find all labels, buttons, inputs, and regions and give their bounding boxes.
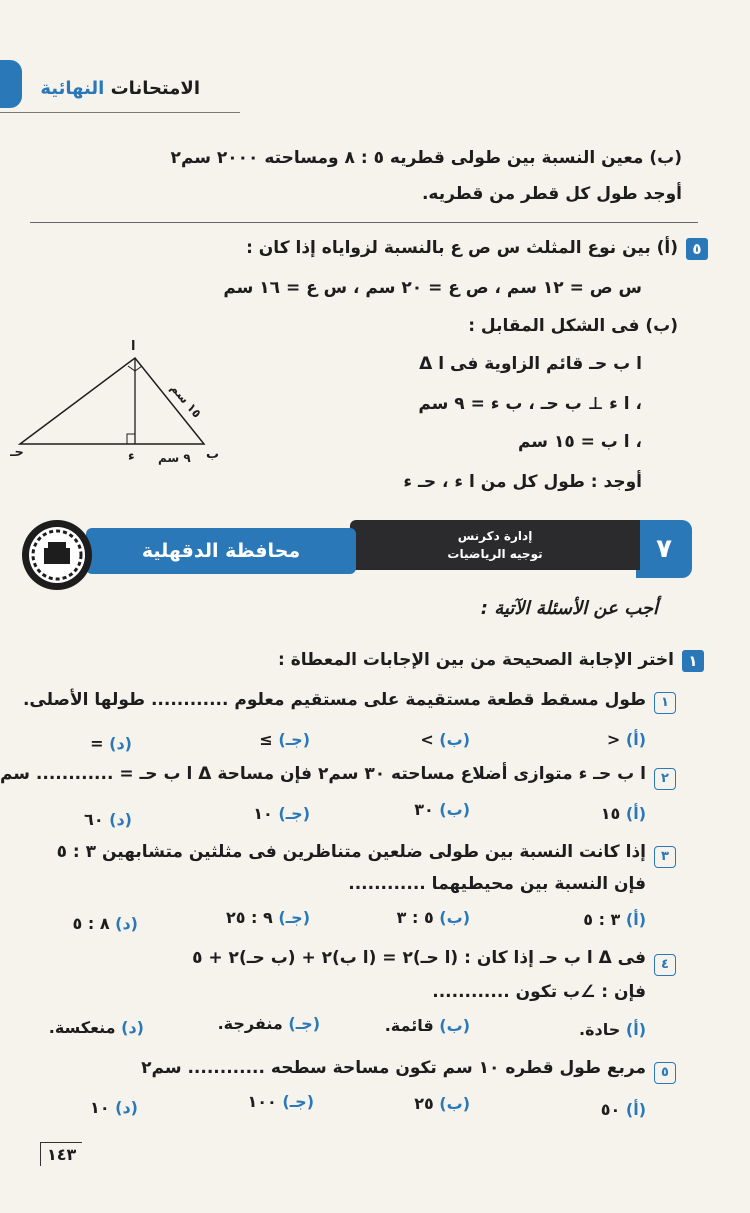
prev-part-b-line1: (ب) معين النسبة بين طولى قطريه ٥ : ٨ ومساحته ٢٠٠٠ سم٢ [170,148,682,168]
item-4-option-b[interactable]: (ب) قائمة. [384,1016,470,1035]
right-angle-mark-d [127,434,135,444]
item-4-option-d[interactable]: (د) منعكسة. [48,1018,144,1037]
q1-title: اختر الإجابة الصحيحة من بين الإجابات المعطاة : [278,650,674,670]
header-divider [0,112,240,113]
label-c: حـ [10,445,24,460]
label-d: ء [128,449,135,464]
governorate-banner: محافظة الدقهلية [86,528,356,574]
item-5-option-a[interactable]: (أ) ٥٠ [600,1100,646,1119]
page-number: ١٤٣ [40,1142,82,1166]
item-2-option-c[interactable]: (جـ) ١٠ [253,804,310,823]
item-3-option-d[interactable]: (د) ٨ : ٥ [72,914,138,933]
section-divider [30,222,698,223]
item-3-option-c[interactable]: (جـ) ٩ : ٢٥ [225,908,310,927]
admin-line2: توجيه الرياضيات [447,547,543,561]
q5-part-b-line2: ، ا ء ⊥ ب حـ ، ب ء = ٩ سم [418,394,642,414]
item-2-option-b[interactable]: (ب) ٣٠ [414,800,470,819]
item-3-option-a[interactable]: (أ) ٣ : ٥ [583,910,646,929]
item-3-option-b[interactable]: (ب) ٥ : ٣ [396,908,470,927]
item-5-text: مربع طول قطره ١٠ سم تكون مساحة سطحه ............ سم٢ [141,1058,646,1078]
item-1-option-d[interactable]: (د) = [90,734,132,753]
q5-part-b-line3: ، ا ب = ١٥ سم [517,432,642,452]
item-3-number: ٣ [654,846,676,868]
item-4-option-c[interactable]: (جـ) منفرجة. [217,1014,320,1033]
item-1-option-c[interactable]: (جـ) ≥ [259,730,310,749]
q5-part-a-line2: س ص = ١٢ سم ، ص ع = ٢٠ سم ، س ع = ١٦ سم [223,278,642,298]
q5-part-b-line1: Δ ا ب حـ قائم الزاوية فى ا [419,354,642,374]
item-5-option-c[interactable]: (جـ) ١٠٠ [247,1092,314,1111]
question-1-number: ١ [682,650,704,672]
q5-part-b-find: أوجد : طول كل من ا ء ، حـ ء [403,472,642,492]
label-b: ب [206,447,220,462]
item-2-option-a[interactable]: (أ) ١٥ [600,804,646,823]
item-4-option-a[interactable]: (أ) حادة. [579,1020,646,1039]
q5-part-b-title: (ب) فى الشكل المقابل : [468,316,678,336]
item-4-text: فى Δ ا ب حـ إذا كان : (ا حـ)٢ = (ا ب)٢ + (ب حـ)٢ + ٥ [192,948,646,968]
item-2-option-d[interactable]: (د) ٦٠ [84,810,132,829]
item-1-text: طول مسقط قطعة مستقيمة على مستقيم معلوم ............ طولها الأصلى. [22,690,646,710]
prev-part-b-line2: أوجد طول كل قطر من قطريه. [421,184,682,204]
item-1-option-a[interactable]: (أ) < [606,730,646,749]
page-header-title: الامتحانات النهائية [40,78,200,99]
admin-line1: إدارة دكرنس [457,529,533,543]
book-logo-corner [0,60,22,108]
item-3-text: إذا كانت النسبة بين طولى ضلعين متناظرين فى مثلثين متشابهين ٣ : ٥ [56,842,646,862]
item-4-number: ٤ [654,954,676,976]
item-4-text-line2: فإن : ∠ب تكون ............ [432,982,646,1002]
item-5-option-d[interactable]: (د) ١٠ [90,1098,138,1117]
item-2-text: ا ب حـ ء متوازى أضلاع مساحته ٣٠ سم٢ فإن مساحة Δ ا ب حـ = ............ سم [0,764,646,784]
admin-banner [350,520,640,570]
triangle-abc [20,358,204,444]
item-2-number: ٢ [654,768,676,790]
label-a: ا [131,339,136,354]
item-3-text-line2: فإن النسبة بين محيطيهما ............ [348,874,646,894]
label-ab-length: ١٥ سم [167,380,205,421]
label-bd-length: ٩ سم [158,451,191,465]
q5-part-a-line1: (أ) بين نوع المثلث س ص ع بالنسبة لزواياه إذا كان : [246,238,678,258]
section-instructions: أجب عن الأسئلة الآتية : [480,598,658,619]
item-5-number: ٥ [654,1062,676,1084]
item-1-option-b[interactable]: (ب) > [420,730,470,749]
exam-number-badge: ٧ [636,520,692,578]
item-5-option-b[interactable]: (ب) ٢٥ [414,1094,470,1113]
item-1-number: ١ [654,692,676,714]
governorate-seal-icon [20,518,94,592]
question-5-number: ٥ [686,238,708,260]
right-triangle-figure [10,338,230,473]
